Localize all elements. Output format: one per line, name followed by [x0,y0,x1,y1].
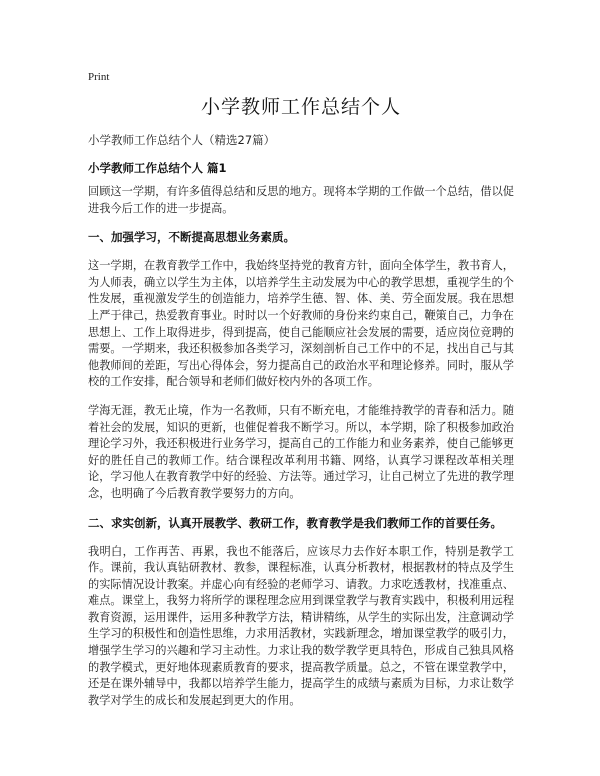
body-paragraph-3: 我明白，工作再苦、再累，我也不能落后，应该尽力去作好本职工作，特别是教学工作。课前，我认真钻研教材、教参，课程标准，认真分析教材，根据教材的特点及学生的实际情况设计教案。并虚心向有经验的老师学习、请教。力求吃透教材，找准重点、难点。课堂上，我努力将所学的课程理念应用到课堂教学与教育实践中，积极利用远程教育资源，运用课件，运用多种教学方法，精讲精练，从学生的实际出发，注意调动学生学习的积极性和创造性思维，力求用活教材，实践新理念，增加课堂教学的吸引力，增强学生学习的兴趣和学习主动性。力求让我的数学教学更具特色，形成自己独具风格的教学模式，更好地体现素质教育的要求，提高教学质量。总之，不管在课堂教学中，还是在课外辅导中，我都以培养学生能力，提高学生的成绩与素质为目标，力求让数学教学对学生的成长和发展起到更大的作用。 [88,544,514,707]
body-paragraph-2: 学海无涯，教无止境，作为一名教师，只有不断充电，才能维持教学的青春和活力。随着社会的发展，知识的更新，也催促着我不断学习。所以，本学期，除了积极参加政治理论学习外，我还积极进行业务学习，提高自己的工作能力和业务素养，使自己能够更好的胜任自己的教师工作。结合课程改革利用书籍、网络，认真学习课程改革相关理论，学习他人在教育教学中好的经验、方法等。通过学习，让自己树立了先进的教学理念，也明确了今后教育教学要努力的方向。 [88,403,514,500]
print-link[interactable]: Print [88,71,110,83]
article-heading: 小学教师工作总结个人 篇1 [88,161,227,175]
body-paragraph-1: 这一学期，在教育教学工作中，我始终坚持党的教育方针，面向全体学生，教书育人，为人师表，确立以学生为主体，以培养学生主动发展为中心的教学思想，重视学生的个性发展，重视激发学生的创造能力，培养学生德、智、体、美、劳全面发展。我在思想上严于律己，热爱教育事业。时时以一个好教师的身份来约束自己，鞭策自己，力争在思想上、工作上取得进步，得到提高，使自己能顺应社会发展的需要，适应岗位竞聘的需要。一学期来，我还积极参加各类学习，深刻剖析自己工作中的不足，找出自己与其他教师间的差距，写出心得体会，努力提高自己的政治水平和理论修养。同时，服从学校的工作安排，配合领导和老师们做好校内外的各项工作。 [88,259,514,389]
section-heading-2: 二、求实创新，认真开展教学、教研工作，教育教学是我们教师工作的首要任务。 [88,515,502,530]
document-page [88,70,514,721]
intro-paragraph: 回顾这一学期，有许多值得总结和反思的地方。现将本学期的工作做一个总结，借以促进我今后工作的进一步提高。 [88,185,514,215]
document-subtitle: 小学教师工作总结个人（精选27篇） [88,133,276,147]
page-title: 小学教师工作总结个人 [200,96,401,118]
section-heading-1: 一、加强学习，不断提高思想业务素质。 [88,230,295,245]
